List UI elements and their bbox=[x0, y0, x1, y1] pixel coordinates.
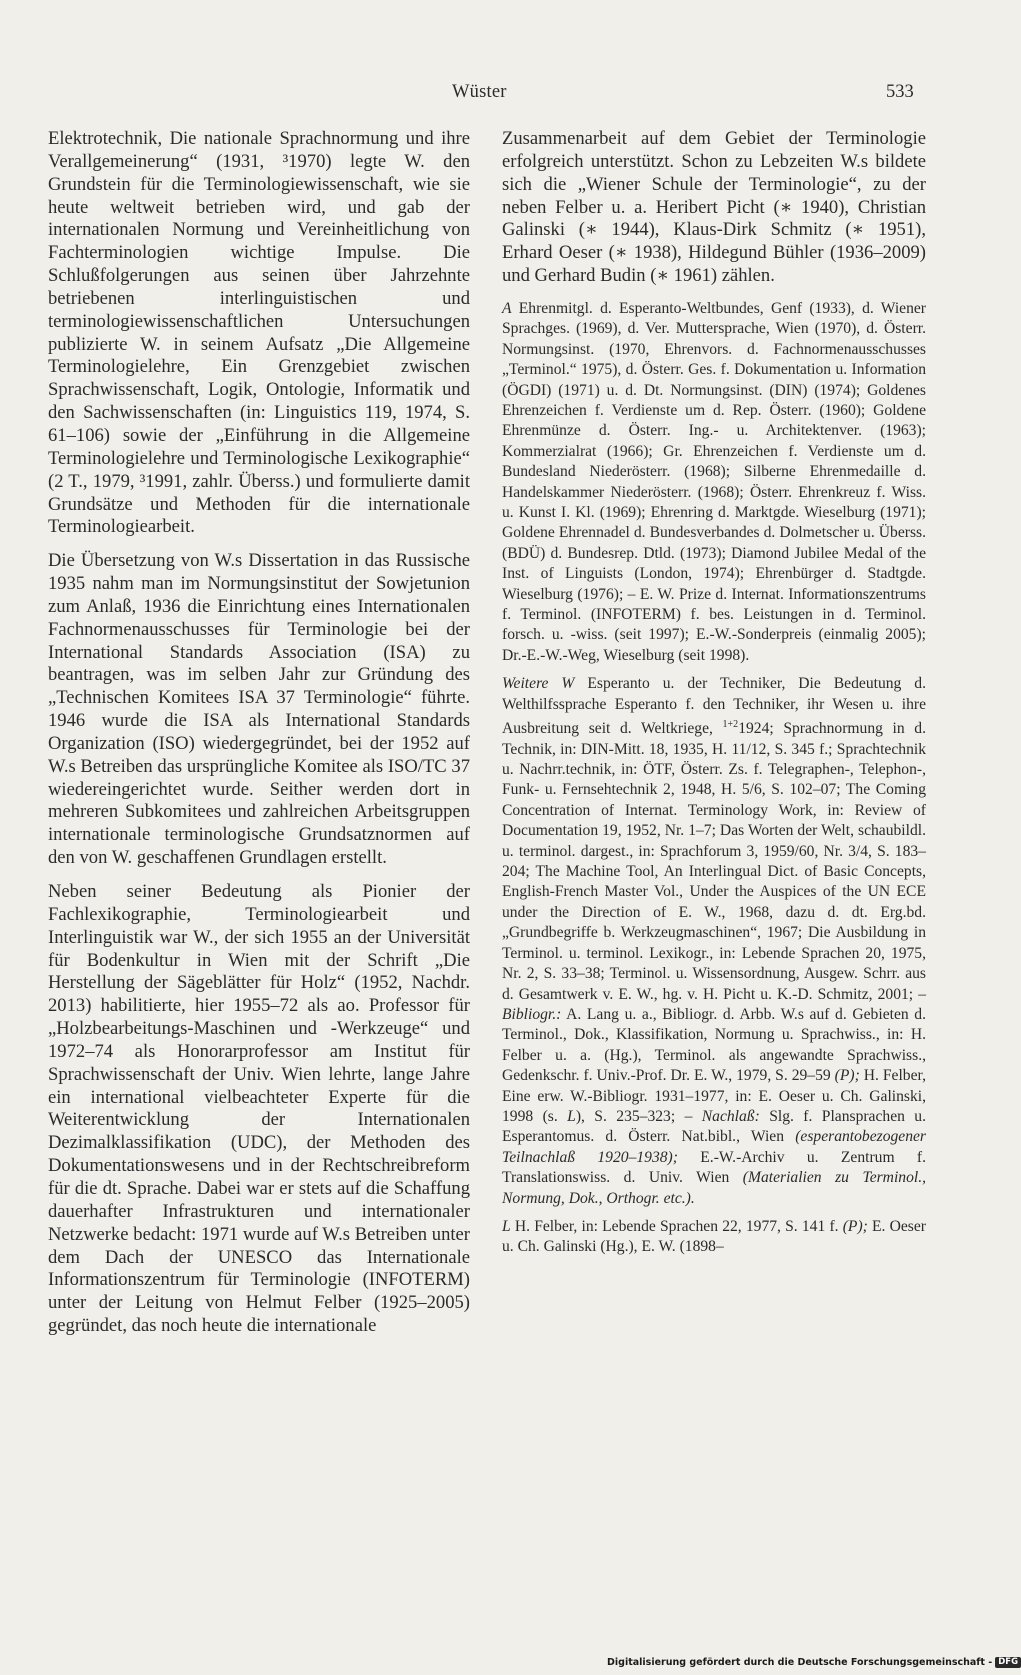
paragraph-terminology-foundation: Elektrotechnik, Die nationale Sprachnormung und ihre Verallgemeinerung“ (1931, ³1970) legte W. den Grundstein für die Terminologiewissenschaft, wie sie heute weltweit betrieben wird, und gab der internationalen Normung und Vereinheitlichung von Fachterminologien wichtige Impulse. Die Schlußfolgerungen aus seinen über Jahrzehnte betriebenen interlinguistischen und terminologiewissenschaftlichen Untersuchungen publizierte W. in seinem Aufsatz „Die Allgemeine Terminologielehre, Ein Grenzgebiet zwischen Sprachwissenschaft, Logik, Ontologie, Informatik und den Sachwissenschaften (in: Linguistics 119, 1974, S. 61–106) sowie der „Einführung in die Allgemeine Terminologielehre und Terminologische Lexikographie“ (2 T., 1979, ³1991, zahlr. Überss.) und formulierte damit Grundsätze und Methoden für die internationale Terminologiearbeit. bbox=[48, 128, 470, 538]
literature-portrait-marker: (P); bbox=[842, 1217, 868, 1235]
paragraph-career: Neben seiner Bedeutung als Pionier der Fachlexikographie, Terminologiearbeit und Interlinguistik war W., der sich 1955 an der Universität für Bodenkultur in Wien mit der Schrift „Die Herstellung der Sägeblätter für Holz“ (1952, Nachdr. 2013) habilitierte, hier 1955–72 als ao. Professor für „Holzbearbeitungs-Maschinen und -Werkzeuge“ und 1972–74 als Honorarprofessor am Institut für Sprachwissenschaft der Univ. Wien lehrte, lange Jahre ein international vielbeachteter Experte für die Weiterentwicklung der Internationalen Dezimalklassifikation (UDC), der Methoden des Dokumentationswesens und in der Rechtschreibreform für die dt. Sprache. Dabei war er stets auf die Schaffung dauerhafter Infrastrukturen und internationaler Netzwerke bedacht: 1971 wurde auf W.s Betreiben unter dem Dach der UNESCO das Internationale Informationszentrum für Terminologie (INFOTERM) unter der Leitung von Helmut Felber (1925–2005) gegründet, das noch heute die internationale bbox=[48, 881, 470, 1337]
works-text-a: Esperanto u. der Techniker, Die Bedeutung d. Welthilfssprache Esperanto f. den Techniker, ihr Wesen u. ihre Ausbreitung seit d. Weltkriege, bbox=[502, 675, 926, 738]
works-text-c: A. Lang u. a., Bibliogr. d. Arbb. W.s auf d. Gebieten d. Terminol., Dok., Klassifikation, Normung u. Sprachwiss., in: H. Felber u. a. (Hg.), Terminol. als angewandte Sprachwiss., Gedenkschr. f. Univ.-Prof. Dr. E. W., 1979, S. 29–59 bbox=[502, 1005, 926, 1085]
dfg-credit: Digitalisierung gefördert durch die Deutsche Forschungsgemeinschaft - bbox=[607, 1657, 993, 1668]
bibliography-label: Bibliogr.: bbox=[502, 1005, 562, 1023]
works-text-b: 1924; Sprachnormung in d. Technik, in: DIN-Mitt. 18, 1935, H. 11/12, S. 345 f.; Sprachtechnik u. Nachrr.technik, in: ÖTF, Österr. Zs. f. Telegraphen-, Telephon-, Funk- u. Fernsehtechnik 2, 1948, H. 5/6, S. 102–07; The Coming Concentration of Internat. Terminology Work, in: Review of Documentation 19, 1952, Nr. 1–7; Das Worten der Welt, schaubildl. u. terminol. dargest., in: Sprachforum 3, 1959/60, Nr. 3/4, S. 183–204; The Machine Tool, An Interlingual Dict. of Basic Concepts, English-French Master Vol., Under the Auspices of the UN ECE under the Direction of E. W., 1968, dazu d. dt. Erg.bd. „Grundbegriffe b. Werkzeugmaschinen“, 1967; Die Ausbildung in Terminol. u. terminol. Lexikogr., in: Lebende Sprachen 20, 1975, Nr. 2, S. 33–38; Terminol. u. Wissensordnung, Ausgew. Schrr. aus d. Gesamtwerk v. E. W., hg. v. H. Picht u. K.-D. Schmitz, 2001; – bbox=[502, 720, 926, 1003]
literature-text-a: H. Felber, in: Lebende Sprachen 22, 1977, S. 141 f. bbox=[510, 1217, 843, 1235]
literature-section bbox=[502, 1217, 926, 1258]
works-label: Weitere W bbox=[502, 675, 575, 693]
page-header bbox=[0, 82, 1000, 106]
nachlass-label: Nachlaß: bbox=[701, 1107, 760, 1125]
works-text-d: H. Felber, Eine erw. W.-Bibliogr. 1931–1977, in: E. Oeser u. Ch. Galinski, 1998 (s. bbox=[502, 1067, 926, 1125]
works-section bbox=[502, 674, 926, 1209]
awards-label: A bbox=[502, 299, 512, 317]
literature-text-b: E. Oeser u. Ch. Galinski (Hg.), E. W. (1898– bbox=[502, 1217, 926, 1256]
literature-ref: L bbox=[567, 1107, 576, 1125]
left-column bbox=[48, 128, 470, 1349]
running-head: Wüster bbox=[452, 82, 507, 102]
works-text-e: ), S. 235–323; – bbox=[575, 1107, 702, 1125]
works-text-f: Slg. f. Plansprachen u. Esperantomus. d. Österr. Nat.bibl., Wien bbox=[502, 1107, 926, 1146]
awards-section bbox=[502, 299, 926, 666]
works-text-g: E.-W.-Archiv u. Zentrum f. Translationswiss. d. Univ. Wien bbox=[502, 1148, 926, 1187]
awards-text: Ehrenmitgl. d. Esperanto-Weltbundes, Genf (1933), d. Wiener Sprachges. (1969), d. Ver. Muttersprache, Wien (1970), d. Österr. Normungsinst. (1970, Ehrenvors. d. Fachnormenausschusses „Terminol.“ 1975), d. Österr. Ges. f. Dokumentation u. Information (ÖGDI) (1971) u. d. Dt. Normungsinst. (DIN) (1974); Goldenes Ehrenzeichen f. Verdienste um d. Rep. Österr. (1960); Goldene Ehrenmünze d. Österr. Ing.- u. Architektenver. (1963); Kommerzialrat (1966); Gr. Ehrenzeichen f. Verdienste um d. Bundesland Niederösterr. (1968); Silberne Ehrenmedaille d. Handelskammer Niederösterr. (1968); Österr. Ehrenkreuz f. Wiss. u. Kunst I. Kl. (1969); Ehrenring d. Marktgde. Wieselburg (1971); Goldene Ehrennadel d. Bundesverbandes d. Dolmetscher u. Überss. (BDÜ) d. Bundesrep. Dtld. (1973); Diamond Jubilee Medal of the Inst. of Linguists (London, 1974); Ehrenbürger d. Stadtgde. Wieselburg (1976); – E. W. Prize d. Internat. Informationszentrums f. Terminol. (INFOTERM) f. bes. Leistungen in d. Terminol. forsch. u. -wiss. (seit 1997); E.-W.-Sonderpreis (einmalig 2005); Dr.-E.-W.-Weg, Wieselburg (seit 1998). bbox=[502, 299, 926, 664]
works-edition-sup: 1+2 bbox=[722, 719, 739, 731]
digitization-footer bbox=[607, 1657, 1019, 1668]
right-column bbox=[502, 128, 926, 1266]
materialien-note: (Materialien zu Terminol., Normung, Dok., Orthogr. etc.). bbox=[502, 1169, 926, 1207]
dfg-logo: DFG bbox=[995, 1657, 1021, 1668]
paragraph-iso-history: Die Übersetzung von W.s Dissertation in das Russische 1935 nahm man im Normungsinstitut der Sowjetunion zum Anlaß, 1936 die Einrichtung eines Internationalen Fachnormenausschusses für Terminologie bei der International Standards Association (ISA) zu beantragen, was im selben Jahr zur Gründung des „Technischen Komitees ISA 37 Terminologie“ führte. 1946 wurde die ISA als International Standards Organization (ISO) wiedergegründet, bei der 1952 auf W.s Betreiben das ursprüngliche Komitee als ISO/TC 37 wiedereingerichtet wurde. Seither werden dort in mehreren Subkomitees und zahlreichen Arbeitsgruppen internationale terminologische Grundsatznormen auf den von W. geschaffenen Grundlagen erstellt. bbox=[48, 550, 470, 869]
portrait-marker: (P); bbox=[834, 1067, 860, 1085]
esperanto-estate-note: (esperantobezogener Teilnachlaß 1920–1938); bbox=[502, 1128, 926, 1166]
literature-label: L bbox=[502, 1217, 511, 1235]
page-number: 533 bbox=[886, 82, 914, 102]
paragraph-vienna-school: Zusammenarbeit auf dem Gebiet der Terminologie erfolgreich unterstützt. Schon zu Lebzeiten W.s bildete sich die „Wiener Schule der Terminologie“, zu der neben Felber u. a. Heribert Picht (∗ 1940), Christian Galinski (∗ 1944), Klaus-Dirk Schmitz (∗ 1951), Erhard Oeser (∗ 1938), Hildegund Bühler (1936–2009) und Gerhard Budin (∗ 1961) zählen. bbox=[502, 128, 926, 287]
